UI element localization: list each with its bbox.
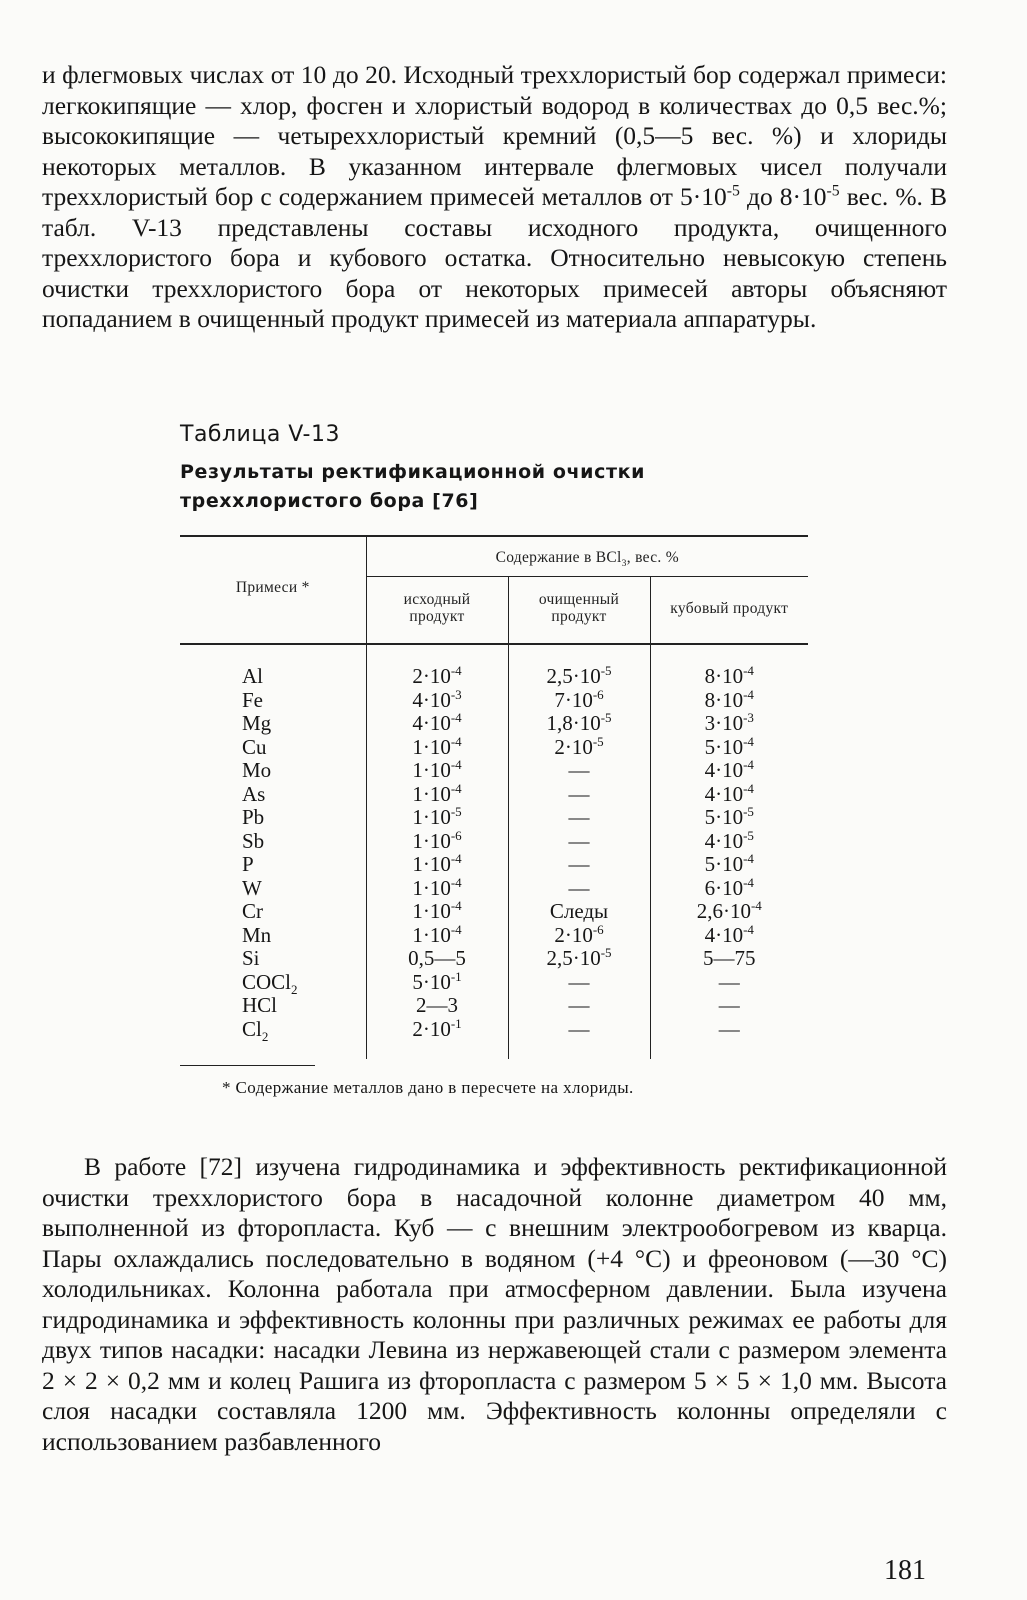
purified-cell-value: 1,8·10 [546,711,601,735]
footnote-rule [180,1065,315,1066]
exponent: -4 [743,851,754,866]
residue-cell-value: 3·10 [704,711,744,735]
page-number: 181 [884,1555,926,1586]
residue-cell-value: 8·10 [704,687,744,712]
table-row [180,783,808,807]
residue-cell-value: 6·10 [704,875,744,900]
residue-cell [650,853,808,877]
exponent: -5 [600,710,612,725]
impurity-cell [180,644,366,689]
purified-cell-value: Следы [549,899,609,923]
initial-cell-value: 2·10 [412,1016,451,1041]
initial-cell-value: 5·10 [412,969,451,994]
header-group-text: , вес. % [626,549,679,566]
impurity-cell-value: W [242,875,262,900]
initial-cell [366,900,508,924]
impurity-cell-value: P [242,852,254,876]
impurity-cell [180,877,366,901]
table-row [180,806,808,830]
exponent: -1 [450,1015,462,1031]
exponent: -5 [600,663,612,678]
purified-cell [508,994,650,1018]
initial-cell [366,874,508,901]
impurity-cell-value: Al [242,664,263,688]
table-row [180,830,808,854]
exponent: -4 [743,757,754,772]
exponent: -4 [750,898,762,913]
table-footnote: * Содержание металлов дано в пересчете на хлориды. [222,1078,634,1097]
exponent: -3 [450,686,462,702]
purified-cell-value: — [568,758,590,782]
table-row [180,759,808,783]
purified-cell-value: — [568,1016,590,1041]
header-residue: кубовый продукт [650,577,808,645]
impurity-cell [180,971,366,995]
table-row [180,947,808,971]
impurity-cell-value: COCl [242,969,292,994]
purified-cell [508,947,650,971]
exponent: -4 [450,710,462,725]
exponent: -5 [743,804,754,819]
intro-text-part: вес. %. В табл. V-13 представлены составы исходного продукта, очищенного треххлористого бора и кубового остатка. Относительно невысокую степень очистки треххлористого бора от некоторых примесей авторы объясняют попаданием в очищенный продукт примесей из материала аппаратуры. [42,182,947,333]
table-row [180,994,808,1018]
initial-cell [366,1015,508,1060]
impurity-cell-value: Mo [242,758,272,782]
purified-cell-value: — [568,828,590,853]
exponent: -1 [450,968,462,984]
initial-cell-value: 1·10 [412,875,451,900]
impurity-cell-value: As [242,781,266,806]
exponent: -4 [450,663,462,678]
purified-cell-value: 7·10 [554,687,593,712]
initial-cell [366,968,508,995]
initial-cell [366,712,508,736]
impurity-cell [180,1018,366,1060]
initial-cell-value: 1·10 [412,828,451,853]
exponent: -3 [743,710,754,725]
impurities-table [180,535,808,1059]
residue-cell [650,900,808,924]
residue-cell-value: 8·10 [704,664,744,688]
impurity-cell-value: HCl [242,993,278,1017]
impurity-cell [180,900,366,924]
purified-cell [508,921,650,948]
intro-text-part: до 8·10 [739,182,827,211]
table-row [180,736,808,760]
initial-cell [366,947,508,971]
residue-cell [650,733,808,760]
residue-cell-value: — [718,1016,740,1041]
purified-cell-value: — [568,875,590,900]
exponent: -4 [743,921,754,937]
impurity-cell [180,994,366,1018]
table-row [180,924,808,948]
residue-cell [650,712,808,736]
residue-cell [650,759,808,783]
formula-subscript: 2 [291,981,298,997]
initial-cell-value: 1·10 [412,922,451,947]
initial-cell-value: 1·10 [412,781,451,806]
impurity-cell-value: Mn [242,922,272,947]
initial-cell [366,994,508,1018]
impurity-cell [180,853,366,877]
initial-cell-value: 1·10 [412,758,451,782]
table-row [180,644,808,689]
impurity-cell [180,689,366,713]
residue-cell [650,780,808,807]
purified-cell [508,806,650,830]
residue-cell-value: 4·10 [704,828,744,853]
exponent: -5 [450,804,462,819]
impurity-cell [180,712,366,736]
purified-cell-value: 2,5·10 [546,664,601,688]
purified-cell-value: 2·10 [554,922,593,947]
initial-cell-value: 0,5—5 [408,946,466,970]
initial-cell-value: 1·10 [412,899,451,923]
exponent: -4 [450,874,462,890]
exponent: -4 [743,686,754,702]
initial-cell-value: 1·10 [412,734,451,759]
exponent: -5 [592,733,604,749]
table-row [180,971,808,995]
exponent: -4 [450,733,462,749]
residue-cell [650,827,808,854]
purified-cell-value: 2,5·10 [546,946,601,970]
residue-cell-value: 2,6·10 [696,899,751,923]
exponent: -4 [450,851,462,866]
purified-cell [508,830,650,854]
header-initial: исходный продукт [366,577,508,645]
table-row [180,1018,808,1060]
residue-cell [650,994,808,1018]
purified-cell-value: — [568,781,590,806]
table-row [180,712,808,736]
impurity-cell [180,759,366,783]
impurity-cell-value: Pb [242,805,265,829]
exponent: -4 [743,663,754,678]
initial-cell [366,827,508,854]
table-row [180,877,808,901]
purified-cell [508,1018,650,1060]
initial-cell [366,806,508,830]
intro-exponent: -5 [826,182,840,200]
initial-cell-value: 4·10 [412,711,451,735]
intro-paragraph [42,60,947,335]
exponent: -6 [592,686,604,702]
impurity-cell-value: Cl [242,1016,262,1041]
header-impurity: Примеси * [180,536,366,644]
purified-cell-value: 2·10 [554,734,593,759]
purified-cell [508,759,650,783]
table-row [180,689,808,713]
exponent: -4 [450,898,462,913]
residue-cell-value: — [718,969,740,994]
formula-subscript: 2 [261,1028,269,1044]
initial-cell [366,686,508,713]
residue-cell [650,947,808,971]
residue-cell [650,1018,808,1060]
residue-cell-value: 4·10 [704,922,744,947]
purified-cell [508,971,650,995]
residue-cell-value: 5·10 [704,805,744,829]
initial-cell [366,853,508,877]
initial-cell-value: 1·10 [412,852,451,876]
table-row [180,900,808,924]
exponent: -6 [592,921,604,937]
residue-cell-value: 5·10 [704,734,744,759]
impurity-cell-value: Fe [242,687,263,712]
purified-cell [508,733,650,760]
purified-cell [508,783,650,807]
initial-cell-value: 2—3 [416,993,458,1017]
residue-cell-value: 5—75 [703,946,756,970]
initial-cell [366,644,508,689]
impurity-cell-value: Si [242,946,260,970]
impurity-cell [180,947,366,971]
purified-cell [508,877,650,901]
intro-text-part: и флегмовых числах от 10 до 20. Исходный треххлористый бор содержал примеси: легкокипящие — хлор, фосген и хлористый водород в количествах до 0,5 вес.%; высококипящие — четыреххлористый кремний (0,5—5 вес. %) и хлориды некоторых металлов. В указанном интервале флегмовых чисел получали треххлористый бор с содержанием примесей металлов от 5·10 [42,60,947,211]
purified-cell [508,712,650,736]
purified-cell [508,644,650,689]
exponent: -4 [450,780,462,796]
initial-cell [366,733,508,760]
purified-cell [508,900,650,924]
residue-cell [650,921,808,948]
residue-cell [650,686,808,713]
residue-cell-value: 4·10 [704,758,744,782]
impurity-cell [180,830,366,854]
initial-cell-value: 1·10 [412,805,451,829]
purified-cell [508,853,650,877]
exponent: -4 [743,874,754,890]
exponent: -4 [450,921,462,937]
table-row [180,853,808,877]
impurity-cell-value: Sb [242,828,265,853]
initial-cell [366,780,508,807]
exponent: -5 [743,827,754,843]
exponent: -5 [600,945,612,960]
exponent: -4 [450,757,462,772]
purified-cell-value: — [568,805,590,829]
purified-cell-value: — [568,969,590,994]
initial-cell-value: 4·10 [412,687,451,712]
impurity-cell-value: Mg [242,711,272,735]
initial-cell [366,921,508,948]
purified-cell-value: — [568,993,590,1017]
purified-cell [508,686,650,713]
residue-cell-value: — [718,993,740,1017]
exponent: -6 [450,827,462,843]
impurity-cell-value: Cr [242,899,263,923]
table-title: Результаты ректификационной очистки треххлористого бора [76] [180,461,645,512]
intro-exponent: -5 [726,182,740,200]
header-purified: очищенный продукт [508,577,650,645]
initial-cell [366,759,508,783]
header-content-group [366,536,808,577]
impurity-cell-value: Cu [242,734,267,759]
impurity-cell [180,783,366,807]
body-paragraph: В работе [72] изучена гидродинамика и эффективность ректификационной очистки треххлористого бора в насадочной колонне диаметром 40 мм, выполненной из фторопласта. Куб — с внешним электрообогревом из кварца. Пары охлаждались последовательно в водяном (+4 °С) и фреоновом (—30 °С) холодильниках. Колонна работала при атмосферном давлении. Была изучена гидродинамика и эффективность колонны при различных режимах ее работы для двух типов насадки: насадки Левина из нержавеющей стали с размером элемента 2 × 2 × 0,2 мм и колец Рашига из фторопласта с размером 5 × 5 × 1,0 мм. Высота слоя насадки составляла 1200 мм. Эффективность колонны определяли с использованием разбавленного [42,1152,947,1456]
impurity-cell [180,806,366,830]
table-caption: Таблица V-13 [180,422,340,447]
residue-cell-value: 5·10 [704,852,744,876]
exponent: -4 [743,733,754,749]
residue-cell-value: 4·10 [704,781,744,806]
header-group-text: Содержание в BCl [495,549,622,566]
residue-cell [650,644,808,689]
purified-cell-value: — [568,852,590,876]
exponent: -4 [743,780,754,796]
residue-cell [650,874,808,901]
impurity-cell [180,924,366,948]
initial-cell-value: 2·10 [412,664,451,688]
header-group-subscript: 3 [621,558,627,570]
residue-cell [650,971,808,995]
residue-cell [650,806,808,830]
impurity-cell [180,736,366,760]
